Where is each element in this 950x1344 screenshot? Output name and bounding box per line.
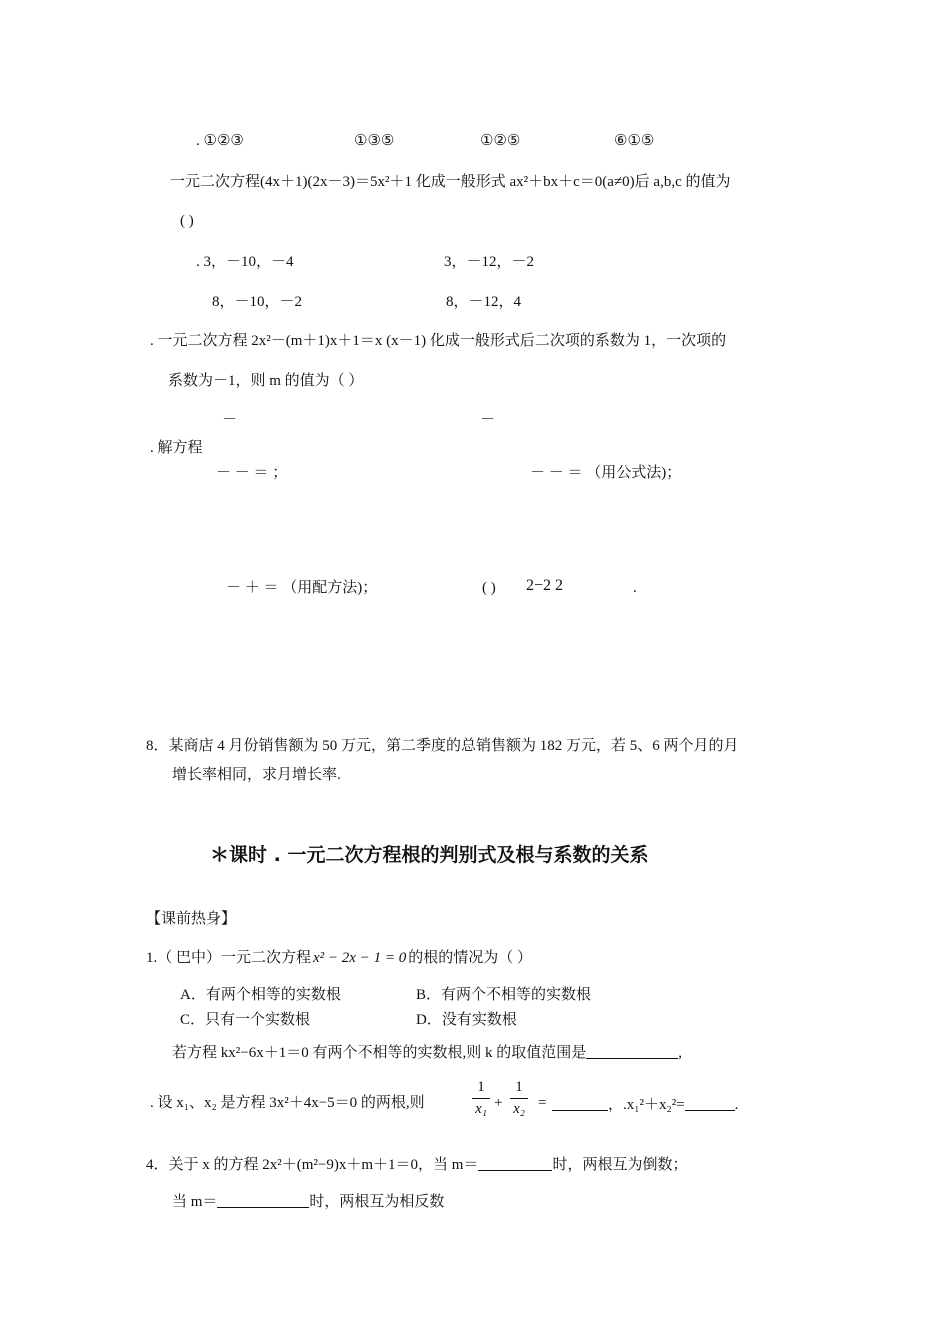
question-4-option-a: . 3，－10，－4 <box>196 254 294 270</box>
warmup-1-option-c: C．只有一个实数根 <box>180 1012 311 1028</box>
option-a: . ①②③ <box>196 133 244 149</box>
warmup-1-stem <box>146 951 532 966</box>
question-5-line2: 系数为－1，则 m 的值为（ ） <box>168 373 364 389</box>
question-4-option-c: 8，－10，－2 <box>212 294 303 310</box>
answer-blank[interactable] <box>586 1044 678 1059</box>
question-8-line1: 8．某商店 4 月份销售额为 50 万元，第二季度的总销售额为 182 万元，若 5、6 两个月的月 <box>146 738 739 754</box>
question-6-label: . 解方程 <box>150 440 203 456</box>
option-b: ①③⑤ <box>354 133 395 149</box>
answer-blank[interactable] <box>685 1096 735 1111</box>
question-4-option-b: 3，－12，－2 <box>444 254 535 270</box>
warmup-2-text: 若方程 kx²−6x＋1＝0 有两个不相等的实数根,则 k 的取值范围是 <box>172 1045 587 1061</box>
warmup-4-line2 <box>172 1193 444 1210</box>
fraction-1-over-x2 <box>510 1080 528 1117</box>
equation-4-body: 2−2 2 <box>526 577 564 594</box>
warmup-1-option-a: A．有两个相等的实数根 <box>180 987 341 1003</box>
warmup-4-line1-text: 4．关于 x 的方程 2x²＋(m²−9)x＋m＋1＝0，当 m＝ <box>146 1157 479 1173</box>
warmup-1-option-d: D．没有实数根 <box>416 1012 517 1028</box>
warmup-3-tail <box>552 1096 738 1113</box>
fraction-denominator: x₁ <box>475 1101 487 1117</box>
equation-1: － － ＝ ； <box>216 465 288 481</box>
warmup-1-stem-pre: 1.（ 巴中）一元二次方程 <box>146 950 312 966</box>
warmup-4-line2-text: 当 m＝ <box>172 1194 218 1210</box>
option-d: ⑥①⑤ <box>614 133 655 149</box>
question-4-paren: ( ) <box>180 213 194 229</box>
question-5-option-right: － <box>480 412 496 428</box>
section-title: ＊课时 . 一元二次方程根的判别式及根与系数的关系 <box>210 844 649 866</box>
fraction-numerator: 1 <box>515 1079 523 1095</box>
answer-blank[interactable] <box>478 1156 552 1171</box>
equation-2: － － ＝ （用公式法)； <box>530 465 682 481</box>
fraction-numerator: 1 <box>477 1079 485 1095</box>
warmup-4-line1-post: 时，两根互为倒数； <box>552 1157 688 1173</box>
equation-4-period: . <box>633 580 637 596</box>
warmup-3-stem: . 设 x₁、x₂ 是方程 3x²＋4x−5＝0 的两根,则 <box>150 1095 425 1111</box>
warmup-heading: 【课前热身】 <box>146 911 237 927</box>
question-4-text: 一元二次方程(4x＋1)(2x－3)＝5x²＋1 化成一般形式 ax²＋bx＋c＝0(a≠0)后 a,b,c 的值为 <box>170 174 731 190</box>
question-4-option-d: 8，－12，4 <box>446 294 522 310</box>
warmup-2 <box>172 1044 682 1061</box>
question-5-option-left: － <box>222 412 238 428</box>
warmup-3-end: . <box>734 1097 739 1113</box>
plus-sign: + <box>494 1095 503 1111</box>
warmup-1-option-b: B．有两个不相等的实数根 <box>416 987 592 1003</box>
equals-sign: = <box>538 1095 547 1111</box>
answer-blank[interactable] <box>552 1096 608 1111</box>
question-5-line1: . 一元二次方程 2x²－(m＋1)x＋1＝x (x－1) 化成一般形式后二次项的系数为 1，一次项的 <box>150 333 727 349</box>
fraction-denominator: x₂ <box>513 1101 525 1117</box>
warmup-4-line2-post: 时，两根互为相反数 <box>309 1194 445 1210</box>
option-c: ①②⑤ <box>480 133 521 149</box>
question-8-line2: 增长率相同，求月增长率. <box>172 767 341 783</box>
fraction-1-over-x1 <box>472 1080 490 1117</box>
equation-3: － ＋ ＝ （用配方法)； <box>226 580 378 596</box>
warmup-1-stem-post: 的根的情况为（ ） <box>408 950 532 966</box>
answer-blank[interactable] <box>217 1193 309 1208</box>
warmup-1-equation: x² − 2x − 1 = 0 <box>313 950 407 966</box>
warmup-3-mid: ，.x₁²＋x₂²= <box>608 1097 685 1113</box>
equation-4-paren: ( ) <box>482 580 496 596</box>
warmup-2-comma: , <box>678 1045 682 1061</box>
warmup-4-line1 <box>146 1156 687 1173</box>
